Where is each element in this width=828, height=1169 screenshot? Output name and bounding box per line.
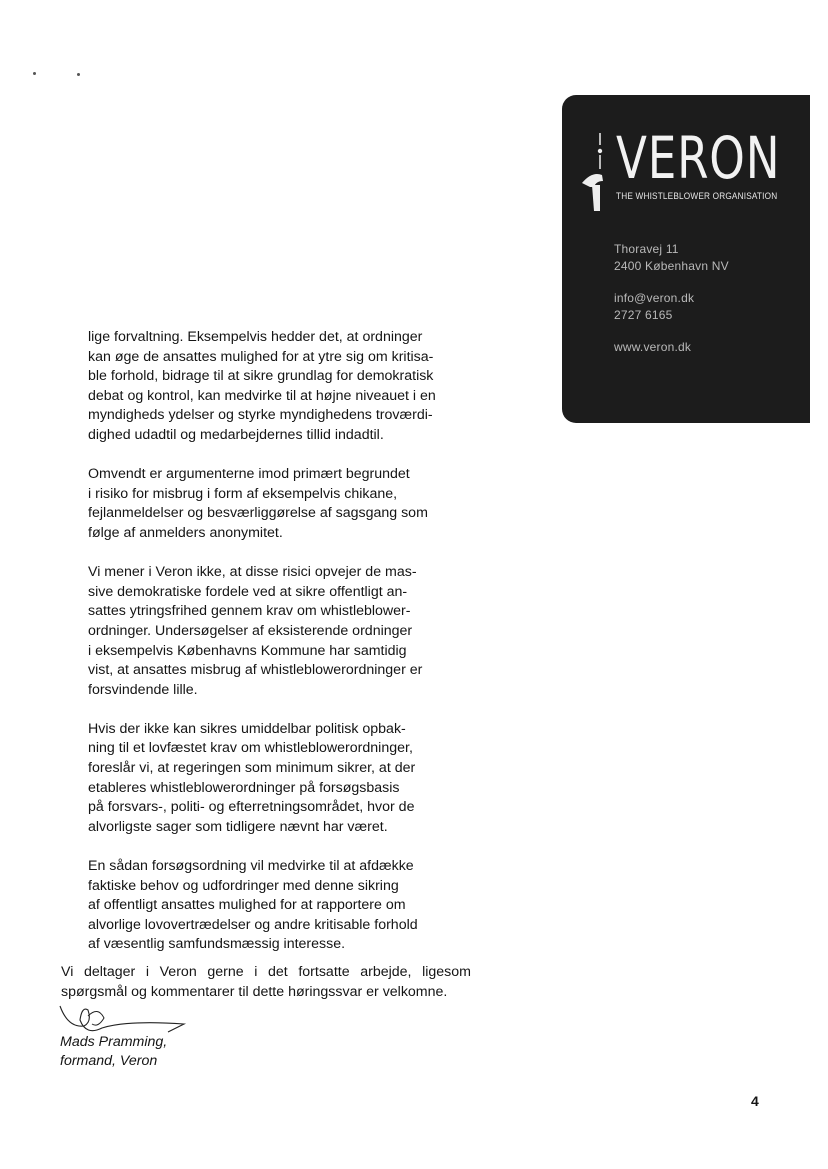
phone-text: 2727 6165 <box>614 308 673 322</box>
body-line: alvorligste sager som tidligere nævnt har været. <box>88 818 388 835</box>
body-paragraph <box>88 563 478 700</box>
body-line: i eksempelvis Københavns Kommune har samtidig <box>88 642 407 659</box>
closing-line: Vi deltager i Veron gerne i det fortsatte arbejde, ligesom <box>61 964 471 980</box>
body-line: sattes ytringsfrihed gennem krav om whistleblower- <box>88 603 411 620</box>
body-line: følge af anmelders anonymitet. <box>88 524 283 541</box>
letter-body <box>88 328 478 975</box>
closing-line: spørgsmål og kommentarer til dette høringssvar er velkomne. <box>61 983 448 1000</box>
logo-wordmark: VERON <box>616 124 781 192</box>
body-line: af væsentlig samfundsmæssig interesse. <box>88 936 346 953</box>
page-number: 4 <box>751 1093 759 1109</box>
body-line: ning til et lovfæstet krav om whistleblowerordninger, <box>88 740 413 757</box>
veron-logo <box>578 125 808 215</box>
email-text: info@veron.dk <box>614 291 695 305</box>
body-line: myndigheds ydelser og styrke myndighedens troværdi- <box>88 407 433 424</box>
body-line: lige forvaltning. Eksempelvis hedder det, at ordninger <box>88 329 423 345</box>
closing-paragraph <box>61 963 471 1002</box>
body-paragraph <box>88 328 478 446</box>
website-text: www.veron.dk <box>614 340 692 354</box>
body-line: fejlanmeldelser og besværliggørelse af sagsgang som <box>88 505 428 522</box>
body-line: ordninger. Undersøgelser af eksisterende ordninger <box>88 622 413 639</box>
body-line: sive demokratiske fordele ved at sikre offentligt an- <box>88 583 408 600</box>
body-paragraph <box>88 720 478 838</box>
body-line: etableres whistleblowerordninger på forsøgsbasis <box>88 779 400 796</box>
body-line: af offentligt ansattes mulighed for at rapportere om <box>88 897 406 914</box>
body-line: foreslår vi, at regeringen som minimum sikrer, at der <box>88 760 416 777</box>
address-line-1: Thoravej 11 <box>614 242 679 256</box>
body-line: vist, at ansattes misbrug af whistleblowerordninger er <box>88 662 423 679</box>
scan-speck <box>33 72 36 75</box>
body-line: i risiko for misbrug i form af eksempelvis chikane, <box>88 485 398 502</box>
body-line: på forsvars-, politi- og efterretningsområdet, hvor de <box>88 799 415 816</box>
body-line: Hvis der ikke kan sikres umiddelbar politisk opbak- <box>88 720 406 737</box>
body-paragraph <box>88 465 478 543</box>
body-line: debat og kontrol, kan medvirke til at højne niveauet i en <box>88 387 436 404</box>
body-line: ble forhold, bidrage til at sikre grundlag for demokratisk <box>88 368 434 385</box>
signer-block <box>60 1033 167 1072</box>
logo-tagline: THE WHISTLEBLOWER ORGANISATION <box>616 191 778 202</box>
body-line: Omvendt er argumenterne imod primært begrundet <box>88 466 410 483</box>
body-line: dighed udadtil og medarbejdernes tillid indadtil. <box>88 426 384 443</box>
whistleblower-figure-icon <box>578 131 614 217</box>
body-line: kan øge de ansattes mulighed for at ytre sig om kritisa- <box>88 348 434 365</box>
scan-speck <box>77 73 80 76</box>
address-line-2: 2400 København NV <box>614 259 729 273</box>
signer-role: formand, Veron <box>60 1053 158 1070</box>
signer-name: Mads Pramming, <box>60 1034 168 1050</box>
body-line: forsvindende lille. <box>88 681 198 698</box>
body-paragraph <box>88 857 478 955</box>
body-line: En sådan forsøgsordning vil medvirke til at afdække <box>88 858 414 875</box>
body-line: alvorlige lovovertrædelser og andre kritisable forhold <box>88 916 418 933</box>
letterhead-card <box>562 95 810 423</box>
body-line: faktiske behov og udfordringer med denne sikring <box>88 877 399 894</box>
body-line: Vi mener i Veron ikke, at disse risici opvejer de mas- <box>88 564 417 581</box>
